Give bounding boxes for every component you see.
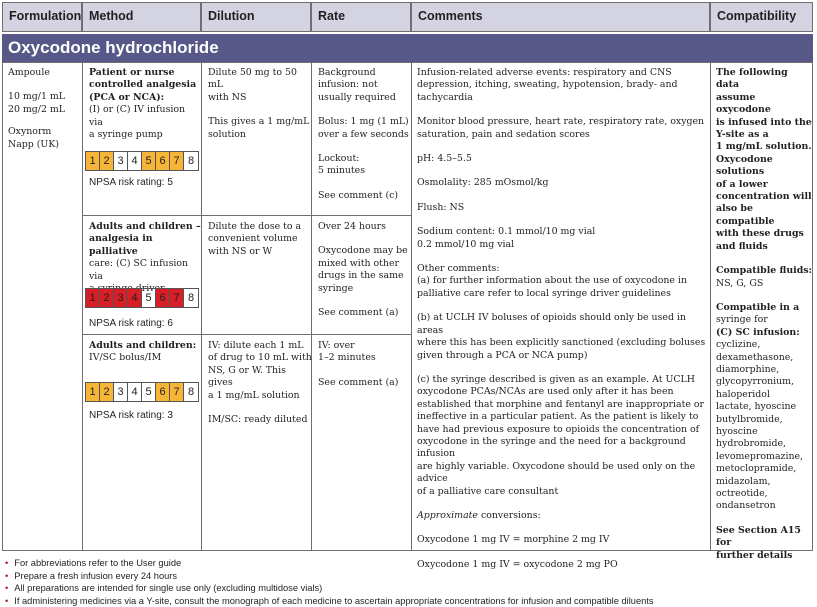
compat-line: also be compatible bbox=[716, 203, 775, 227]
risk-box-filled: 7 bbox=[170, 289, 184, 307]
dilution-row1 bbox=[208, 67, 312, 141]
risk-box-filled: 1 bbox=[86, 289, 100, 307]
comment-line: depression, itching, sweating, hypotension, brady- and tachycardia bbox=[417, 79, 678, 103]
comment-line bbox=[417, 510, 709, 522]
risk-box-filled: 3 bbox=[114, 289, 128, 307]
risk-box-filled: 7 bbox=[170, 152, 184, 170]
compat-line: Y-site as a bbox=[716, 129, 769, 141]
header-rate: Rate bbox=[311, 2, 411, 32]
compat-line: levomepromazine, bbox=[716, 450, 804, 462]
compat-line: midazolam, bbox=[716, 475, 771, 487]
compat-line: further details bbox=[716, 549, 793, 561]
risk-box: 4 bbox=[128, 152, 142, 170]
method-text: (PCA or NCA): bbox=[89, 91, 165, 103]
comment-line: of a palliative care consultant bbox=[417, 485, 559, 497]
comment-line: Sodium content: 0.1 mmol/10 mg vial bbox=[417, 226, 596, 238]
compat-line: glycopyrronium, bbox=[716, 376, 795, 388]
risk-box-filled: 6 bbox=[156, 152, 170, 170]
rate-row1 bbox=[318, 67, 410, 202]
risk-rating-label: NPSA risk rating: 3 bbox=[89, 410, 173, 421]
compat-line: See Section A15 for bbox=[716, 524, 801, 549]
comment-line: Flush: NS bbox=[417, 201, 465, 213]
compat-line: is infused into the bbox=[716, 116, 812, 128]
risk-box-filled: 5 bbox=[142, 152, 156, 170]
compat-line: hyoscine bbox=[716, 425, 758, 437]
rate-row3 bbox=[318, 340, 410, 389]
comment-line: established that morphine and fentanyl are inappropriate or bbox=[417, 398, 705, 410]
comment-text: conversions: bbox=[477, 509, 541, 521]
compat-line: concentration will bbox=[716, 191, 812, 203]
compat-line: hydrobromide, bbox=[716, 438, 787, 450]
header-comments: Comments bbox=[411, 2, 710, 32]
column-divider bbox=[710, 62, 711, 551]
header-compatibility: Compatibility bbox=[710, 2, 813, 32]
risk-box: 5 bbox=[142, 383, 156, 401]
risk-box-filled: 6 bbox=[156, 383, 170, 401]
risk-rating-label: NPSA risk rating: 6 bbox=[89, 318, 173, 329]
rate-text: drugs in the same bbox=[318, 270, 404, 282]
risk-scale-row3 bbox=[85, 382, 199, 402]
comment-line: given through a PCA or NCA pump) bbox=[417, 349, 588, 361]
rate-text: mixed with other bbox=[318, 257, 399, 269]
compat-line: dexamethasone, bbox=[716, 351, 794, 363]
method-text: analgesia in palliative bbox=[89, 233, 153, 257]
compat-line: Compatible fluids: bbox=[716, 265, 812, 277]
dilution-text: a 1 mg/mL solution bbox=[208, 389, 300, 401]
dilution-text: NS, G or W. This gives bbox=[208, 364, 286, 389]
comment-line: Osmolality: 285 mOsmol/kg bbox=[417, 177, 549, 189]
comment-line: oxycodone in the syringe and the need for a background infusion bbox=[417, 435, 686, 460]
comment-line: pH: 4.5–5.5 bbox=[417, 153, 472, 165]
rate-text: syringe bbox=[318, 282, 354, 294]
compat-line: The following data bbox=[716, 67, 788, 91]
comment-line: Oxycodone 1 mg IV = morphine 2 mg IV bbox=[417, 534, 610, 546]
risk-rating-label: NPSA risk rating: 5 bbox=[89, 177, 173, 188]
row-divider bbox=[82, 215, 411, 216]
method-row1 bbox=[89, 67, 201, 141]
compat-line: assume oxycodone bbox=[716, 91, 771, 116]
comments-cell bbox=[417, 67, 709, 571]
risk-box-filled: 4 bbox=[128, 289, 142, 307]
header-dilution: Dilution bbox=[201, 2, 311, 32]
rate-text: Lockout: bbox=[318, 153, 360, 165]
comment-line: ineffective in a particular patient. As the patient is likely to bbox=[417, 411, 699, 423]
compat-line: 1 mg/mL solution. bbox=[716, 141, 812, 153]
compat-line: and fluids bbox=[716, 240, 768, 252]
dilution-text: with NS or W bbox=[208, 245, 273, 257]
method-row3 bbox=[89, 340, 201, 365]
comment-line: Oxycodone 1 mg IV = oxycodone 2 mg PO bbox=[417, 558, 618, 570]
row-divider bbox=[82, 334, 411, 335]
risk-box: 8 bbox=[187, 155, 195, 167]
risk-box-filled: 6 bbox=[156, 289, 170, 307]
rate-text: Background bbox=[318, 67, 376, 78]
manufacturer: Napp (UK) bbox=[8, 138, 59, 150]
method-text: (I) or (C) IV infusion via bbox=[89, 104, 186, 128]
risk-box: 8 bbox=[187, 292, 195, 304]
risk-box-filled: 2 bbox=[100, 289, 114, 307]
dilution-text: This gives a 1 mg/mL bbox=[208, 116, 310, 128]
compat-line: ondansetron bbox=[716, 500, 776, 512]
compat-line: solutions bbox=[716, 166, 765, 178]
dilution-text: Dilute the dose to a bbox=[208, 221, 302, 232]
compat-line: octreotide, bbox=[716, 488, 768, 499]
risk-box: 5 bbox=[142, 289, 156, 307]
risk-box: 3 bbox=[114, 152, 128, 170]
method-text: driver bbox=[135, 283, 165, 295]
method-text: controlled analgesia bbox=[89, 79, 197, 91]
dilution-text: Dilute 50 mg to 50 mL bbox=[208, 67, 297, 91]
comment-line: (c) the syringe described is given as an example. At UCLH bbox=[417, 373, 695, 385]
comment-line: Other comments: bbox=[417, 263, 500, 275]
risk-box-filled: 1 bbox=[86, 383, 100, 401]
comment-line: saturation, pain and sedation scores bbox=[417, 128, 590, 140]
dilution-row3 bbox=[208, 340, 312, 426]
comment-line: (b) at UCLH IV boluses of opioids should only be used in areas bbox=[417, 312, 686, 336]
risk-box: 4 bbox=[128, 383, 142, 401]
compat-line: (C) SC infusion: bbox=[716, 326, 800, 338]
footnotes bbox=[2, 557, 654, 607]
footnote: • All preparations are intended for single use only (excluding multidose vials) bbox=[2, 582, 654, 595]
rate-text: 1–2 minutes bbox=[318, 352, 376, 364]
column-divider bbox=[411, 62, 412, 551]
risk-scale-row2 bbox=[85, 288, 199, 308]
dilution-text: IV: dilute each 1 mL bbox=[208, 340, 304, 351]
comment-line: are highly variable. Oxycodone should be used only on the advice bbox=[417, 460, 696, 485]
risk-box-filled: 2 bbox=[100, 152, 114, 170]
risk-scale-row1 bbox=[85, 151, 199, 171]
compat-line: butylbromide, bbox=[716, 413, 783, 425]
compat-line: metoclopramide, bbox=[716, 463, 797, 475]
risk-box-filled: 7 bbox=[170, 383, 184, 401]
rate-text: 5 minutes bbox=[318, 165, 366, 177]
dilution-text: with NS bbox=[208, 91, 247, 103]
brand-name: Oxynorm bbox=[8, 126, 52, 138]
rate-text: Oxycodone may be bbox=[318, 245, 408, 257]
comment-line: 0.2 mmol/10 mg vial bbox=[417, 238, 515, 250]
rate-text: See comment (c) bbox=[318, 189, 399, 201]
method-text: IV/SC bolus/IM bbox=[89, 352, 162, 364]
method-text: Patient or nurse bbox=[89, 67, 175, 78]
comment-line: Monitor blood pressure, heart rate, respiratory rate, oxygen bbox=[417, 116, 705, 128]
rate-text: Bolus: 1 mg (1 mL) bbox=[318, 116, 409, 128]
comment-line: palliative care refer to local syringe driver guidelines bbox=[417, 287, 671, 299]
dilution-text: convenient volume bbox=[208, 233, 298, 245]
method-text: a syringe pump bbox=[89, 129, 163, 141]
method-row2 bbox=[89, 221, 201, 295]
drug-title: Oxycodone hydrochloride bbox=[2, 34, 813, 62]
rate-text: Over 24 hours bbox=[318, 221, 386, 232]
footnote: • If administering medicines via a Y-site, consult the monograph of each medicine to ascertain appropriate concentrations for infusion and compatible diluents bbox=[2, 595, 654, 607]
compat-line: diamorphine, bbox=[716, 363, 780, 375]
dilution-row2 bbox=[208, 221, 312, 258]
risk-box: 3 bbox=[114, 383, 128, 401]
method-text: Adults and children – bbox=[89, 221, 201, 232]
comment-line: (a) for further information about the use of oxycodone in bbox=[417, 275, 687, 287]
comment-line: have had previous exposure to opioids the concentration of bbox=[417, 423, 700, 435]
method-text: care: (C) SC infusion via bbox=[89, 258, 189, 282]
method-text: Adults and children: bbox=[89, 340, 197, 351]
comment-line: oxycodone PCAs/NCAs are used only after it has been bbox=[417, 386, 674, 398]
risk-box: 8 bbox=[187, 386, 195, 398]
rate-row2 bbox=[318, 221, 410, 319]
risk-box-filled: 2 bbox=[100, 383, 114, 401]
compat-line: Oxycodone bbox=[716, 153, 773, 165]
formulation-strength: 10 mg/1 mL bbox=[8, 91, 66, 103]
dilution-text: of drug to 10 mL with bbox=[208, 352, 312, 364]
footnote: • For abbreviations refer to the User guide bbox=[2, 557, 654, 570]
comment-emphasis: Approximate bbox=[417, 509, 478, 521]
dilution-text: solution bbox=[208, 128, 246, 140]
footnote: • Prepare a fresh infusion every 24 hours bbox=[2, 570, 654, 583]
rate-text: See comment (a) bbox=[318, 376, 399, 388]
formulation-cell bbox=[8, 67, 80, 151]
compat-line: haloperidol bbox=[716, 388, 770, 400]
compat-line: syringe for bbox=[716, 314, 768, 326]
dilution-text: IM/SC: ready diluted bbox=[208, 414, 308, 426]
comment-line: Infusion-related adverse events: respiratory and CNS bbox=[417, 67, 672, 78]
risk-box-filled: 1 bbox=[86, 152, 100, 170]
rate-text: IV: over bbox=[318, 340, 355, 351]
formulation-strength: 20 mg/2 mL bbox=[8, 103, 66, 115]
header-method: Method bbox=[82, 2, 201, 32]
compat-line: NS, G, GS bbox=[716, 277, 764, 289]
header-formulation: Formulation bbox=[2, 2, 82, 32]
rate-text: See comment (a) bbox=[318, 307, 399, 319]
column-divider bbox=[201, 62, 202, 551]
formulation-type: Ampoule bbox=[8, 67, 50, 78]
compat-line: cyclizine, bbox=[716, 339, 761, 351]
compat-line: Compatible in a bbox=[716, 301, 800, 313]
compat-line: with these drugs bbox=[716, 228, 804, 240]
compatibility-cell bbox=[716, 67, 813, 562]
rate-text: usually required bbox=[318, 91, 396, 103]
rate-text: over a few seconds bbox=[318, 128, 409, 140]
comment-line: where this has been explicitly sanctioned (excluding boluses bbox=[417, 337, 706, 349]
compat-line: of a lower bbox=[716, 178, 768, 190]
rate-text: infusion: not bbox=[318, 79, 378, 91]
compat-line: lactate, hyoscine bbox=[716, 401, 797, 413]
column-divider bbox=[82, 62, 83, 551]
